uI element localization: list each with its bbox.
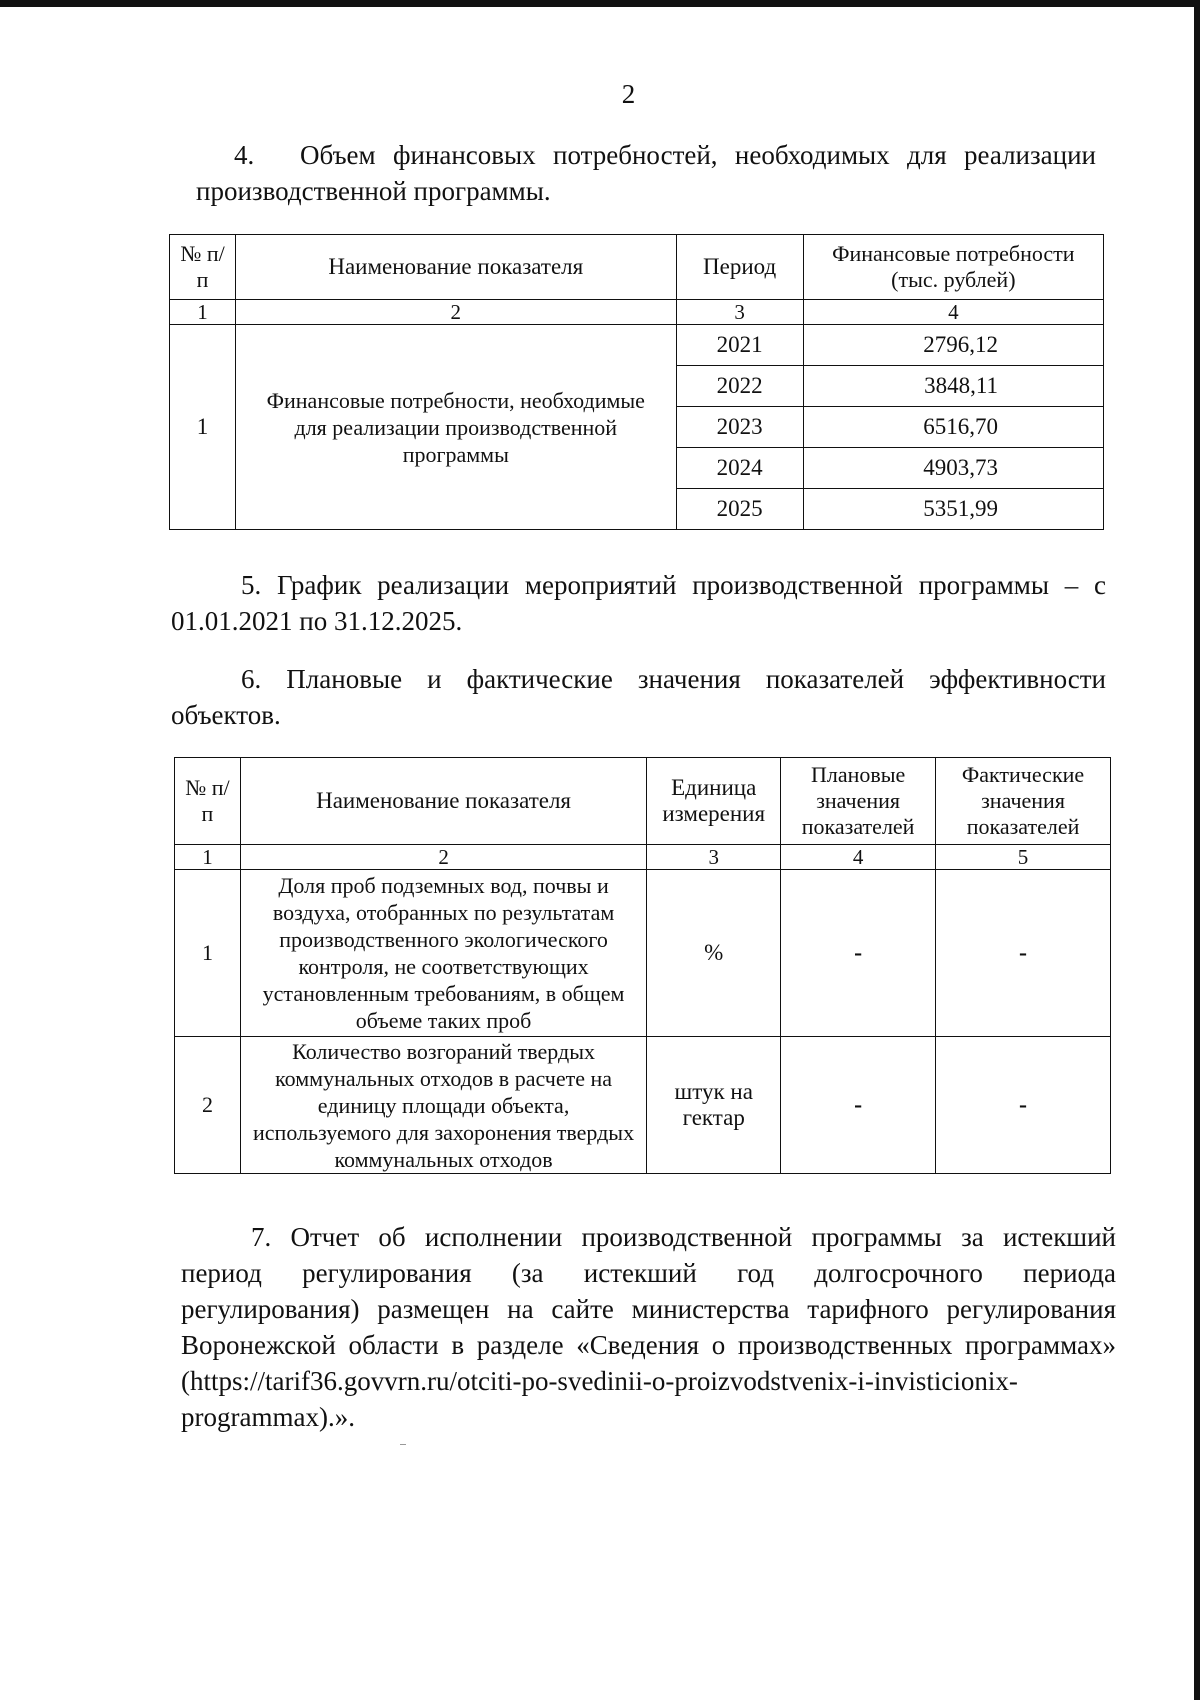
section-7-line-1: 7. Отчет об исполнении производственной программы за истекший [251, 1222, 1116, 1252]
table-row [170, 325, 1104, 366]
period-cell: 2023 [676, 407, 803, 448]
period-cell: 2024 [676, 448, 803, 489]
column-index: 4 [781, 845, 936, 870]
page-number: 2 [621, 79, 636, 109]
column-header: Финансовые потребности (тыс. рублей) [803, 235, 1103, 300]
row-number: 1 [170, 325, 236, 530]
table-header-row [170, 235, 1104, 300]
value-cell: 6516,70 [803, 407, 1103, 448]
section-7-rest: регулирования) размещен на сайте министерства тарифного регулирования Воронежской области в разделе «Сведения о производственных программах» (https://tarif36.govvrn.ru/otciti-po-svedinii-o-proizvodstvenix-i-invisticionix-programmax).». [181, 1294, 1116, 1432]
section-4-number: 4. [234, 140, 255, 170]
row-number: 1 [175, 870, 241, 1037]
column-index: 5 [936, 845, 1111, 870]
value-cell: 5351,99 [803, 489, 1103, 530]
column-index: 1 [170, 300, 236, 325]
table-row [175, 1037, 1111, 1174]
section-7-line-2: период регулирования (за истекший год долгосрочного периода [181, 1258, 1116, 1288]
value-cell: 3848,11 [803, 366, 1103, 407]
column-index: 3 [647, 845, 781, 870]
value-cell: 4903,73 [803, 448, 1103, 489]
scan-dot [400, 1444, 406, 1445]
period-cell: 2021 [676, 325, 803, 366]
planned-value-cell: - [781, 1037, 936, 1174]
column-header: Наименование показателя [240, 758, 646, 845]
efficiency-indicators-table [174, 757, 1111, 1174]
column-header: Фактические значения показателей [936, 758, 1111, 845]
row-name: Количество возгораний твердых коммунальных отходов в расчете на единицу площади объекта, используемого для захоронения твердых коммунальных отходов [240, 1037, 646, 1174]
column-index-row [170, 300, 1104, 325]
section-7-paragraph [181, 1219, 1116, 1435]
financial-needs-table [169, 234, 1104, 530]
column-header: № п/п [175, 758, 241, 845]
unit-cell: % [647, 870, 781, 1037]
section-6-line-2: объектов. [171, 700, 281, 730]
section-6-paragraph [171, 661, 1106, 733]
column-header: № п/п [170, 235, 236, 300]
column-index: 4 [803, 300, 1103, 325]
row-name: Доля проб подземных вод, почвы и воздуха, отобранных по результатам производственного экологического контроля, не соответствующих установленным требованиям, в общем объеме таких проб [240, 870, 646, 1037]
unit-cell: штук на гектар [647, 1037, 781, 1174]
section-6-line-1: 6. Плановые и фактические значения показателей эффективности [241, 664, 1106, 694]
column-header: Наименование показателя [236, 235, 676, 300]
section-5-paragraph: 5. График реализации мероприятий производственной программы – с 01.01.2021 по 31.12.2025. [171, 570, 1106, 636]
column-index: 3 [676, 300, 803, 325]
actual-value-cell: - [936, 870, 1111, 1037]
column-index: 2 [240, 845, 646, 870]
section-4-paragraph [196, 137, 1096, 209]
column-index: 2 [236, 300, 676, 325]
section-4-text: Объем финансовых потребностей, необходимых для реализации производственной программы. [196, 140, 1096, 206]
planned-value-cell: - [781, 870, 936, 1037]
table-row [175, 870, 1111, 1037]
column-header: Единица измерения [647, 758, 781, 845]
actual-value-cell: - [936, 1037, 1111, 1174]
column-header: Период [676, 235, 803, 300]
column-index-row [175, 845, 1111, 870]
column-header: Плановые значения показателей [781, 758, 936, 845]
row-number: 2 [175, 1037, 241, 1174]
row-name: Финансовые потребности, необходимые для реализации производственной программы [236, 325, 676, 530]
column-index: 1 [175, 845, 241, 870]
value-cell: 2796,12 [803, 325, 1103, 366]
table-header-row [175, 758, 1111, 845]
period-cell: 2025 [676, 489, 803, 530]
period-cell: 2022 [676, 366, 803, 407]
